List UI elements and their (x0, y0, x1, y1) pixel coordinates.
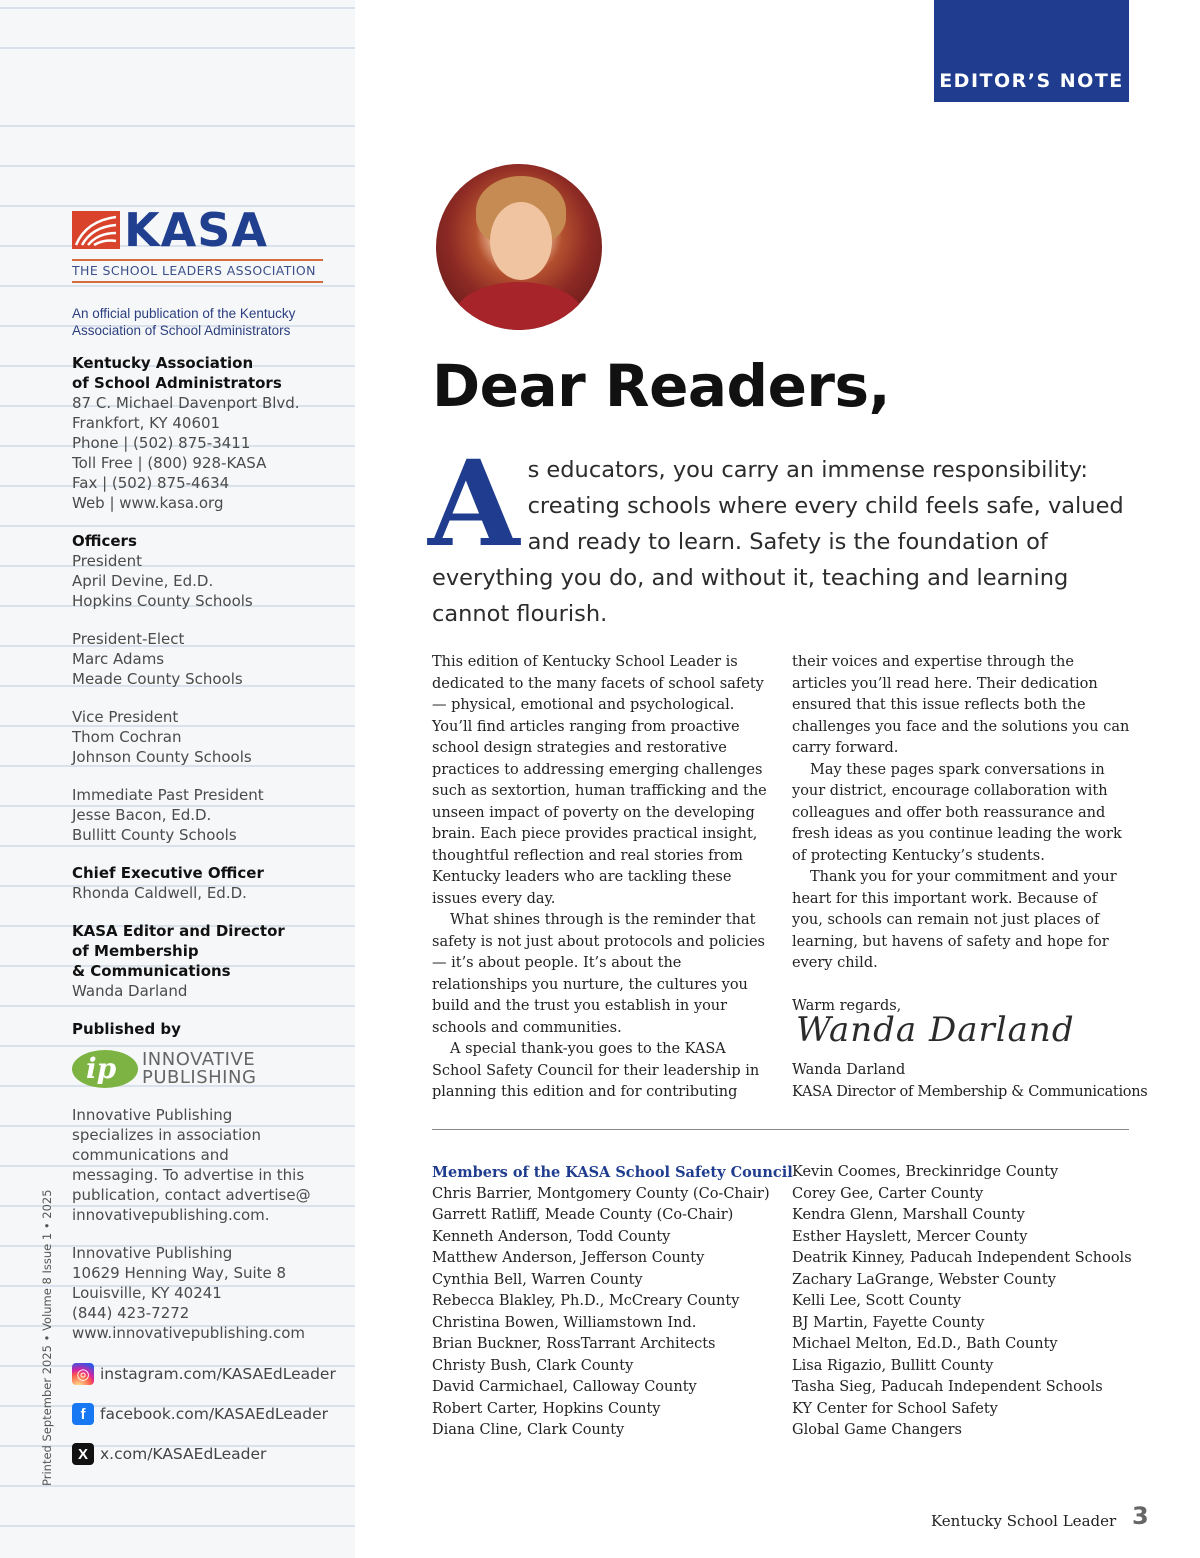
signer-block (792, 1060, 1147, 1103)
ip-logo-mark-icon (72, 1050, 138, 1088)
portrait-shoulders (454, 282, 584, 330)
officer-org: Meade County Schools (72, 670, 243, 688)
editor-heading: of Membership (72, 942, 199, 960)
intro-text: s educators, you carry an immense responsibility: creating schools where every child feels safe, valued and ready to learn. Safety is the foundation of everything you do, and without it, teaching and learning cannot flourish. (432, 457, 1124, 627)
official-line: Association of School Administrators (72, 323, 291, 338)
print-info: Printed September 2025 • Volume 8 Issue 1 • 2025 (40, 1189, 54, 1486)
section-divider (432, 1129, 1129, 1130)
editor-name: Wanda Darland (72, 982, 188, 1000)
org-fax: Fax | (502) 875-4634 (72, 474, 230, 492)
ceo-block (72, 863, 342, 903)
officers-block (72, 531, 342, 611)
publisher-address-line: Innovative Publishing (72, 1244, 233, 1262)
officer-role: Vice President (72, 708, 179, 726)
council-members-column-1 (432, 1162, 793, 1442)
page-number: 3 (1132, 1502, 1149, 1530)
ip-logo-mark-text: ip (86, 1052, 117, 1085)
publisher-blurb-line: messaging. To advertise in this (72, 1166, 305, 1184)
council-member: Matthew Anderson, Jefferson County (432, 1250, 705, 1266)
council-title: Members of the KASA School Safety Council (432, 1164, 793, 1181)
council-member: Christy Bush, Clark County (432, 1357, 634, 1374)
ip-logo-line: PUBLISHING (142, 1067, 257, 1088)
org-name: of School Administrators (72, 374, 282, 392)
org-address: 87 C. Michael Davenport Blvd. (72, 394, 300, 412)
social-links (72, 1361, 342, 1467)
social-link-x[interactable] (72, 1441, 342, 1467)
drop-cap: A (428, 434, 520, 573)
body-paragraph: May these pages spark conversations in your district, encourage collaboration with colleagues and offer both reassurance and fresh ideas as you continue leading the work of protecting Kentucky’s students. (792, 761, 1122, 864)
social-link-text[interactable]: instagram.com/KASAEdLeader (100, 1365, 336, 1383)
sidebar-content (72, 205, 342, 1467)
editor-heading: KASA Editor and Director (72, 922, 285, 940)
logo-wordmark: KASA (124, 203, 268, 257)
kasa-logo-mark-icon (72, 211, 120, 249)
officer-role: Immediate Past President (72, 786, 264, 804)
council-member: Robert Carter, Hopkins County (432, 1400, 661, 1417)
council-member: Global Game Changers (792, 1422, 962, 1438)
body-paragraph: What shines through is the reminder that safety is not just about protocols and policies — it’s about people. It’s about the relationships you nurture, the cultures you build and the trust you establish in your schools and communities. (432, 912, 765, 1036)
council-member: Kenneth Anderson, Todd County (432, 1228, 671, 1245)
council-member: David Carmichael, Calloway County (432, 1379, 697, 1395)
council-member: BJ Martin, Fayette County (792, 1314, 985, 1331)
publisher-address-line: 10629 Henning Way, Suite 8 (72, 1264, 287, 1282)
org-phone: Phone | (502) 875-3411 (72, 434, 251, 452)
officer-org: Bullitt County Schools (72, 826, 237, 844)
intro-paragraph (428, 434, 1132, 632)
publisher-blurb-line: communications and (72, 1146, 229, 1164)
officer-role: President (72, 552, 142, 570)
officer-name: Thom Cochran (72, 728, 182, 746)
social-link-text[interactable]: x.com/KASAEdLeader (100, 1445, 267, 1463)
closing-line: Warm regards, (792, 997, 902, 1014)
council-member: Lisa Rigazio, Bullitt County (792, 1357, 994, 1374)
page-title: Dear Readers, (432, 352, 891, 420)
section-label: EDITOR’S NOTE (939, 70, 1124, 92)
council-member: Diana Cline, Clark County (432, 1422, 625, 1438)
social-link-text[interactable]: facebook.com/KASAEdLeader (100, 1405, 329, 1423)
council-member: Chris Barrier, Montgomery County (Co-Chair) (432, 1185, 770, 1202)
ceo-heading: Chief Executive Officer (72, 864, 264, 882)
ip-logo-line: INNOVATIVE (142, 1049, 256, 1070)
innovative-publishing-logo (72, 1047, 342, 1091)
council-member: Deatrik Kinney, Paducah Independent Schools (792, 1250, 1132, 1266)
council-member: Kevin Coomes, Breckinridge County (792, 1164, 1059, 1180)
sidebar (0, 0, 355, 1558)
council-member: Christina Bowen, Williamstown Ind. (432, 1314, 697, 1331)
social-link-instagram[interactable] (72, 1361, 342, 1387)
logo-tagline: THE SCHOOL LEADERS ASSOCIATION (72, 259, 323, 283)
article-column-1 (432, 652, 770, 1104)
council-member: Rebecca Blakley, Ph.D., McCreary County (432, 1293, 740, 1309)
body-paragraph: This edition of Kentucky School Leader is dedicated to the many facets of school safety — physical, emotional and psychological. You’ll find articles ranging from proactive school design strategies and restorative practices to addressing emerging challenges such as sextortion, human trafficking and the unseen impact of poverty on the developing brain. Each piece provides practical insight, thoughtful reflection and real stories from Kentucky leaders who are tackling these issues every day. (432, 654, 767, 907)
instagram-icon: ◎ (72, 1363, 94, 1385)
published-by-heading: Published by (72, 1020, 181, 1038)
officer-name: Marc Adams (72, 650, 165, 668)
publisher-blurb (72, 1105, 342, 1225)
officer-name: April Devine, Ed.D. (72, 572, 214, 590)
publisher-blurb-line: Innovative Publishing (72, 1106, 233, 1124)
org-address: Frankfort, KY 40601 (72, 414, 221, 432)
section-tab (934, 0, 1129, 102)
council-member: Brian Buckner, RossTarrant Architects (432, 1336, 716, 1352)
editor-block (72, 921, 342, 1001)
officer-org: Johnson County Schools (72, 748, 252, 766)
published-by-block (72, 1019, 342, 1039)
officer-role: President-Elect (72, 630, 185, 648)
publisher-website-link[interactable]: www.innovativepublishing.com (72, 1324, 305, 1342)
body-paragraph: their voices and expertise through the articles you’ll read here. Their dedication ensured that this issue reflects both the challenges you face and the solutions you can carry forward. (792, 654, 1130, 756)
footer-publication-name: Kentucky School Leader (931, 1512, 1117, 1530)
council-member: Garrett Ratliff, Meade County (Co-Chair) (432, 1207, 734, 1223)
council-member: Cynthia Bell, Warren County (432, 1271, 643, 1288)
ip-logo-text (142, 1051, 256, 1087)
social-link-facebook[interactable] (72, 1401, 342, 1427)
publisher-blurb-line: publication, contact advertise@ (72, 1186, 311, 1204)
facebook-icon: f (72, 1403, 94, 1425)
official-line: An official publication of the Kentucky (72, 306, 296, 321)
org-web: Web | www.kasa.org (72, 494, 224, 512)
council-member: Kendra Glenn, Marshall County (792, 1207, 1025, 1223)
org-contact-block (72, 353, 342, 513)
publisher-blurb-line: specializes in association (72, 1126, 261, 1144)
org-tollfree: Toll Free | (800) 928-KASA (72, 454, 267, 472)
kasa-logo (72, 205, 342, 255)
council-member: KY Center for School Safety (792, 1400, 998, 1417)
council-member: Tasha Sieg, Paducah Independent Schools (792, 1379, 1103, 1395)
portrait-face (490, 202, 552, 280)
signer-title: KASA Director of Membership & Communications (792, 1083, 1148, 1100)
body-paragraph: A special thank-you goes to the KASA School Safety Council for their leadership in planning this edition and for contributing (432, 1041, 760, 1100)
editor-portrait (436, 164, 602, 330)
council-member: Esther Hayslett, Mercer County (792, 1228, 1028, 1245)
officer-block (72, 785, 342, 845)
x-icon: X (72, 1443, 94, 1465)
officer-block (72, 629, 342, 689)
officer-name: Jesse Bacon, Ed.D. (72, 806, 212, 824)
official-publication-note (72, 305, 342, 339)
officer-block (72, 707, 342, 767)
publisher-address (72, 1243, 342, 1343)
editor-heading: & Communications (72, 962, 231, 980)
council-member: Michael Melton, Ed.D., Bath County (792, 1336, 1058, 1352)
body-paragraph: Thank you for your commitment and your heart for this important work. Because of you, schools can remain not just places of learning, but havens of safety and hope for every child. (792, 869, 1117, 971)
publisher-blurb-line: innovativepublishing.com. (72, 1206, 270, 1224)
officers-heading: Officers (72, 532, 137, 550)
ceo-name: Rhonda Caldwell, Ed.D. (72, 884, 247, 902)
publisher-address-line: Louisville, KY 40241 (72, 1284, 222, 1302)
council-member: Zachary LaGrange, Webster County (792, 1271, 1056, 1288)
publisher-address-line: (844) 423-7272 (72, 1304, 190, 1322)
council-member: Corey Gee, Carter County (792, 1185, 984, 1202)
council-member: Kelli Lee, Scott County (792, 1293, 962, 1309)
officer-org: Hopkins County Schools (72, 592, 253, 610)
signer-name: Wanda Darland (792, 1062, 906, 1078)
handwritten-signature: Wanda Darland (796, 1010, 1075, 1050)
org-name: Kentucky Association (72, 354, 254, 372)
council-members-column-2 (792, 1162, 1132, 1442)
article-column-2 (792, 652, 1130, 1017)
